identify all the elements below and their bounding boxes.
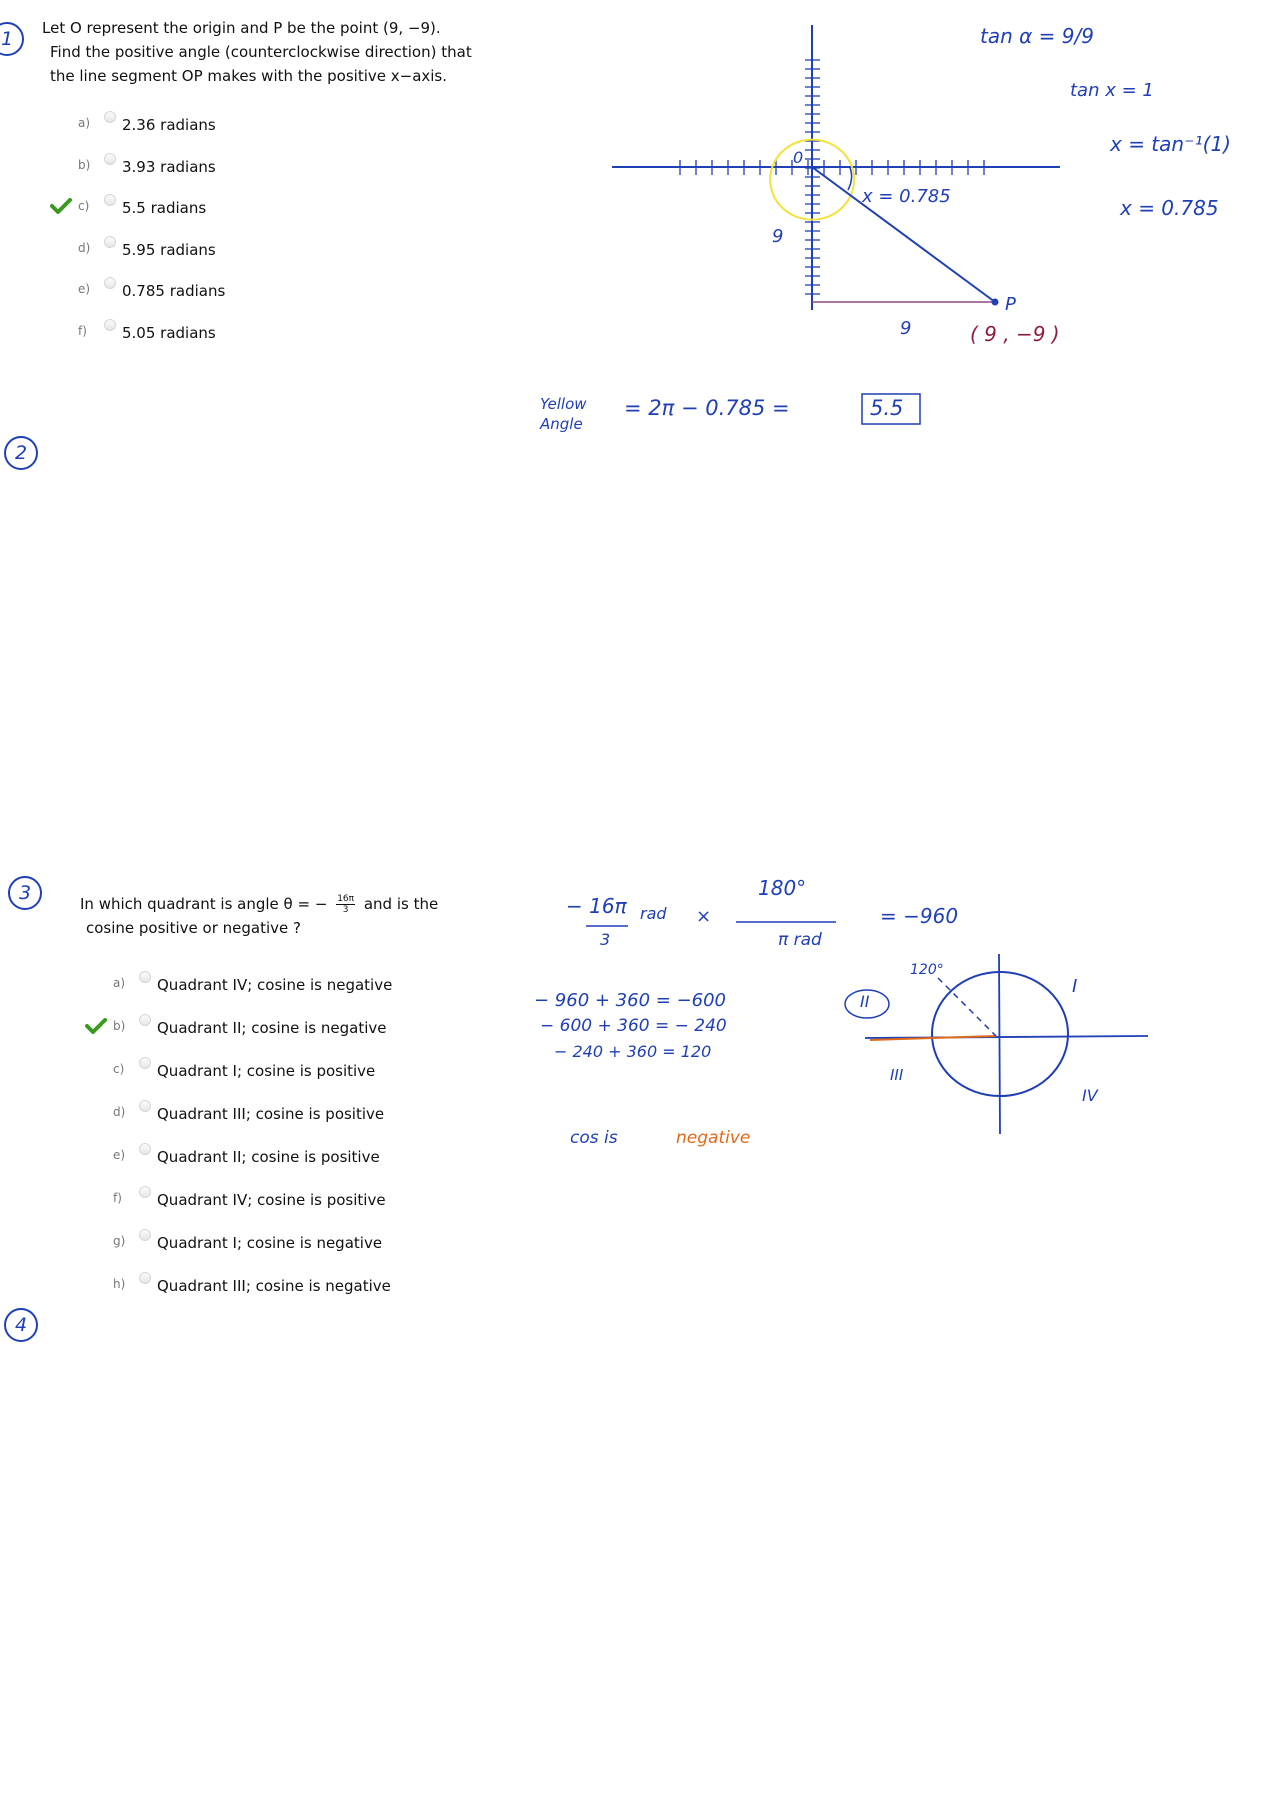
q1-prompt-line: Let O represent the origin and P be the point (9, −9). bbox=[42, 19, 441, 37]
option-letter: f) bbox=[113, 1191, 122, 1205]
axis-ticks bbox=[680, 60, 984, 294]
option-letter: e) bbox=[78, 282, 91, 296]
option-letter: b) bbox=[113, 1019, 126, 1033]
option-letter: h) bbox=[113, 1277, 126, 1291]
radio-button[interactable] bbox=[139, 1229, 151, 1241]
origin-label: 0 bbox=[793, 148, 804, 167]
option-text: 0.785 radians bbox=[122, 282, 226, 300]
q1-prompt-line: the line segment OP makes with the positive x−axis. bbox=[50, 67, 448, 85]
conv-den2: π rad bbox=[778, 930, 822, 950]
option-letter: d) bbox=[113, 1105, 126, 1119]
boxed-answer: 5.5 bbox=[870, 396, 904, 420]
yellow-angle-word: Angle bbox=[540, 415, 583, 433]
tan-line-2: tan x = 1 bbox=[1070, 80, 1154, 101]
option-letter: e) bbox=[113, 1148, 126, 1162]
cos-label: cos is bbox=[570, 1128, 618, 1148]
tan-line-1: tan α = 9/9 bbox=[980, 24, 1094, 48]
q3-frac-den: 3 bbox=[342, 905, 349, 915]
quad-iv-label: IV bbox=[1082, 1086, 1098, 1105]
radio-button[interactable] bbox=[139, 1186, 151, 1198]
yellow-angle-word: Yellow bbox=[540, 395, 587, 413]
option-letter: f) bbox=[78, 323, 87, 338]
tan-line-3: x = tan⁻¹(1) bbox=[1110, 132, 1231, 156]
leg-horizontal-label: 9 bbox=[900, 318, 912, 339]
question-number-2: 2 bbox=[4, 436, 38, 470]
option-letter: g) bbox=[113, 1234, 126, 1248]
step-3: − 240 + 360 = 120 bbox=[554, 1042, 712, 1061]
option-text: Quadrant III; cosine is positive bbox=[157, 1105, 385, 1123]
conv-num-value: 16π bbox=[589, 894, 627, 918]
conv-unit: rad bbox=[640, 904, 667, 923]
quad-iii-label: III bbox=[890, 1066, 904, 1084]
tan-line-4: x = 0.785 bbox=[1120, 196, 1219, 220]
option-letter: d) bbox=[78, 240, 91, 255]
point-p-dot bbox=[992, 299, 999, 306]
cos-result: negative bbox=[676, 1128, 751, 1148]
conv-den: 3 bbox=[600, 930, 611, 949]
quad-ii-label: II bbox=[860, 992, 870, 1011]
option-letter: b) bbox=[78, 157, 91, 172]
option-letter: a) bbox=[78, 116, 91, 130]
q1-diagram bbox=[0, 0, 1280, 520]
option-text: 5.5 radians bbox=[122, 199, 207, 217]
question-number-4: 4 bbox=[4, 1308, 38, 1342]
option-text: Quadrant II; cosine is positive bbox=[157, 1148, 380, 1166]
option-text: 5.05 radians bbox=[122, 323, 216, 342]
point-p-label: P bbox=[1005, 294, 1016, 315]
q3-prompt-end: and is the bbox=[363, 895, 439, 913]
question-number-3: 3 bbox=[8, 876, 42, 910]
option-letter: a) bbox=[113, 976, 126, 990]
option-letter: c) bbox=[78, 199, 90, 213]
option-text: 3.93 radians bbox=[122, 157, 216, 176]
q3-prompt-start: In which quadrant is angle θ = − bbox=[80, 895, 328, 913]
yellow-angle-equation: = 2π − 0.785 = bbox=[624, 396, 790, 420]
option-text: Quadrant IV; cosine is positive bbox=[157, 1191, 386, 1209]
question-number-1: 1 bbox=[0, 22, 24, 56]
radio-button[interactable] bbox=[139, 1272, 151, 1284]
option-text: Quadrant II; cosine is negative bbox=[157, 1019, 387, 1037]
quad-i-label: I bbox=[1072, 976, 1078, 997]
option-text: Quadrant IV; cosine is negative bbox=[157, 976, 393, 994]
circle-y-axis bbox=[999, 954, 1000, 1134]
step-1: − 960 + 360 = −600 bbox=[534, 990, 727, 1011]
step-2: − 600 + 360 = − 240 bbox=[540, 1016, 727, 1036]
conv-result: = −960 bbox=[880, 904, 959, 928]
minus-sign: − bbox=[566, 894, 583, 918]
conv-times: × bbox=[696, 906, 712, 927]
angle-label-120: 120° bbox=[910, 962, 944, 978]
q3-prompt-line-2: cosine positive or negative ? bbox=[86, 919, 301, 937]
option-text: Quadrant III; cosine is negative bbox=[157, 1277, 391, 1295]
option-text: 5.95 radians bbox=[122, 240, 216, 259]
option-text: 2.36 radians bbox=[122, 116, 216, 134]
yellow-angle-label bbox=[540, 394, 587, 434]
angle-arc bbox=[848, 168, 852, 190]
conv-num2: 180° bbox=[758, 876, 807, 900]
conv-num bbox=[566, 894, 627, 918]
leg-vertical-label: 9 bbox=[772, 226, 784, 247]
option-text: Quadrant I; cosine is negative bbox=[157, 1234, 383, 1252]
option-letter: c) bbox=[113, 1062, 125, 1076]
q1-prompt-line: Find the positive angle (counterclockwise direction) that bbox=[50, 43, 472, 61]
q3-frac-num: 16π bbox=[337, 894, 355, 904]
circle-x-axis bbox=[865, 1036, 1148, 1038]
point-coords: ( 9 , −9 ) bbox=[970, 322, 1060, 346]
terminal-side bbox=[938, 978, 996, 1036]
option-text: Quadrant I; cosine is positive bbox=[157, 1062, 376, 1080]
x-angle-label: x = 0.785 bbox=[862, 186, 951, 207]
